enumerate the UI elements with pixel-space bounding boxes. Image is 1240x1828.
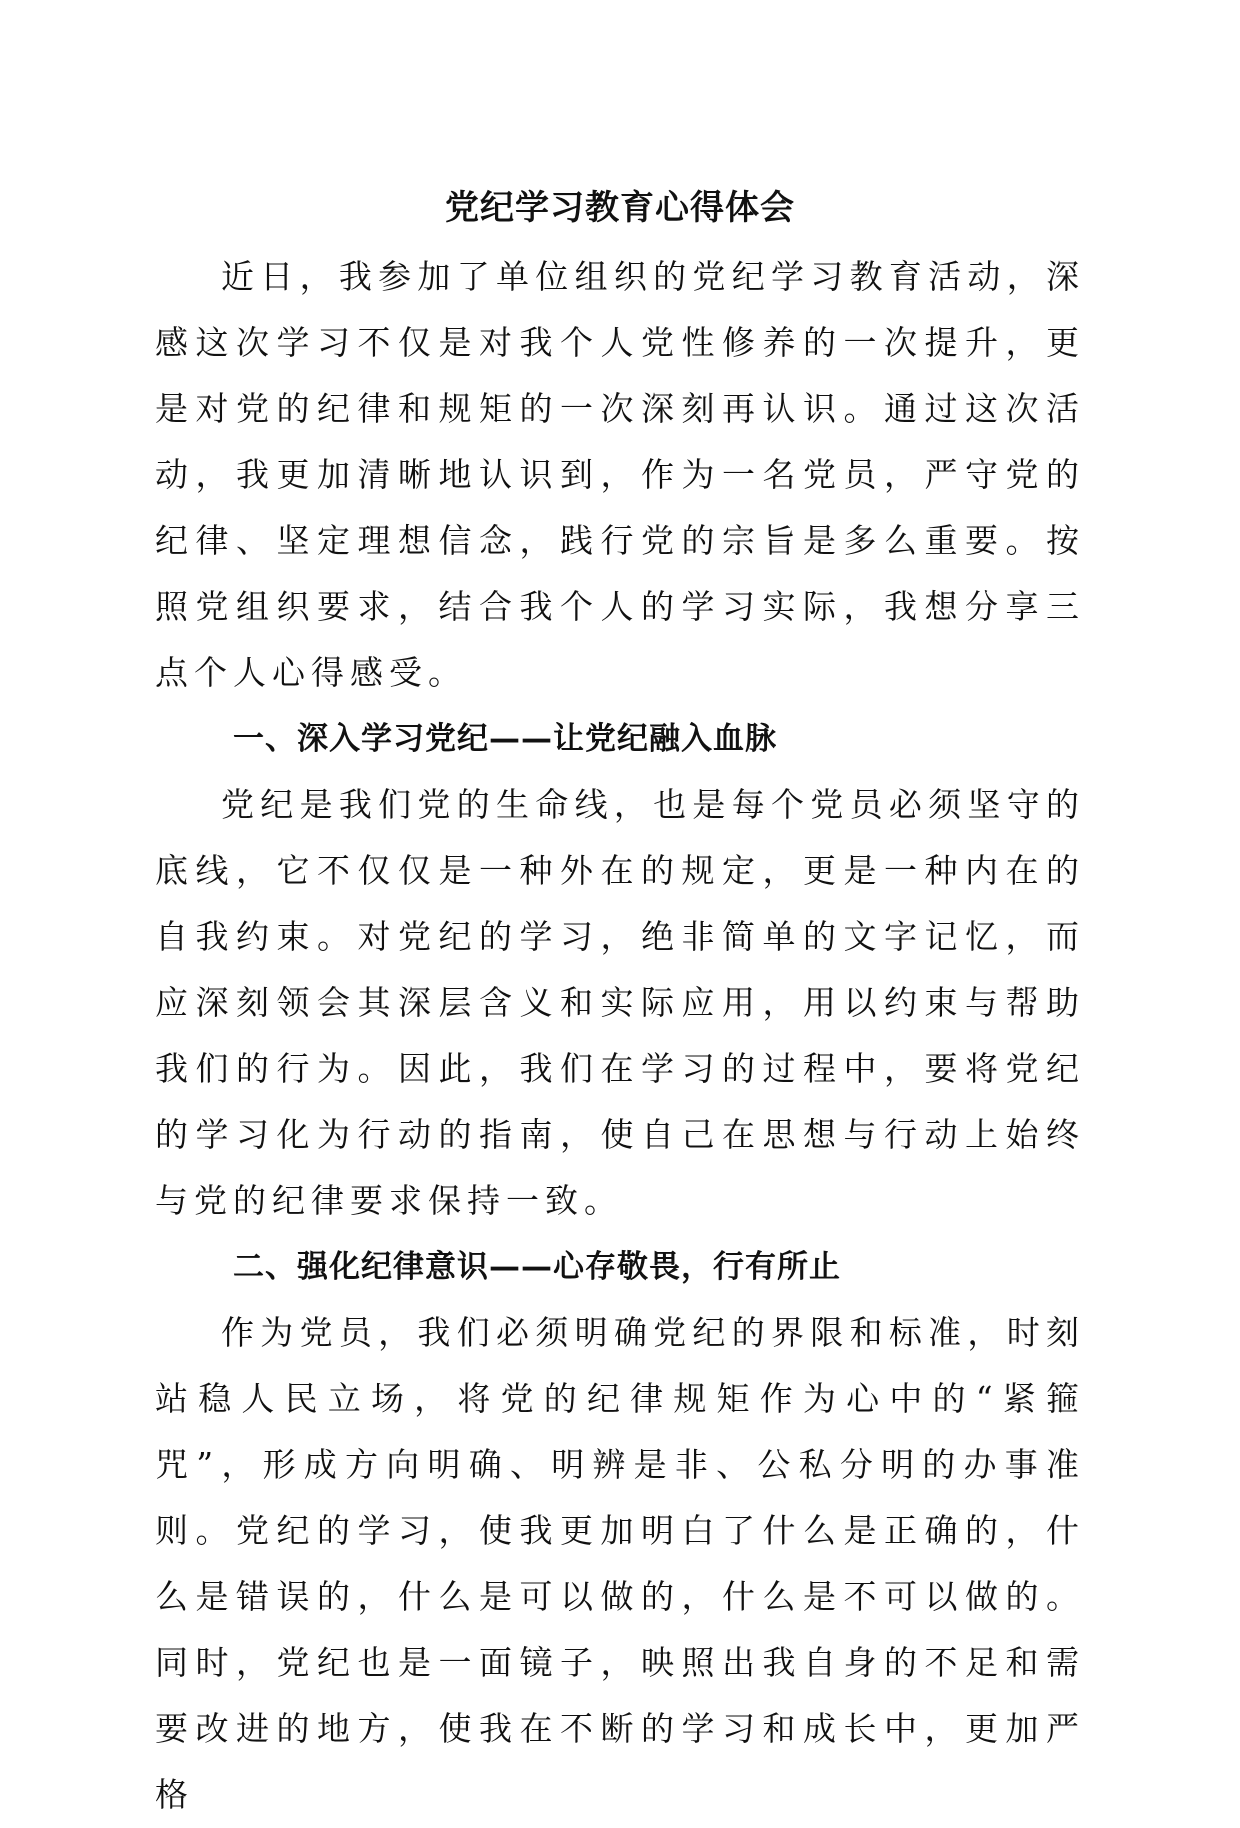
document-content bbox=[155, 178, 1085, 1828]
section-body-2: 作为党员，我们必须明确党纪的界限和标准，时刻站稳人民立场，将党的纪律规矩作为心中的“紧箍咒”，形成方向明确、明辨是非、公私分明的办事准则。党纪的学习，使我更加明白了什么是正确的，什么是错误的，什么是可以做的，什么是不可以做的。同时，党纪也是一面镜子，映照出我自身的不足和需要改进的地方，使我在不断的学习和成长中，更加严格 bbox=[155, 1313, 1085, 1814]
intro-paragraph: 近日，我参加了单位组织的党纪学习教育活动，深感这次学习不仅是对我个人党性修养的一次提升，更是对党的纪律和规矩的一次深刻再认识。通过这次活动，我更加清晰地认识到，作为一名党员，严守党的纪律、坚定理想信念，践行党的宗旨是多么重要。按照党组织要求，结合我个人的学习实际，我想分享三点个人心得感受。 bbox=[155, 257, 1085, 692]
section-body-1: 党纪是我们党的生命线，也是每个党员必须坚守的底线，它不仅仅是一种外在的规定，更是一种内在的自我约束。对党纪的学习，绝非简单的文字记忆，而应深刻领会其深层含义和实际应用，用以约束与帮助我们的行为。因此，我们在学习的过程中，要将党纪的学习化为行动的指南，使自己在思想与行动上始终与党的纪律要求保持一致。 bbox=[155, 785, 1085, 1220]
section-heading-2: 二、强化纪律意识——心存敬畏，行有所止 bbox=[233, 1249, 841, 1285]
page-title: 党纪学习教育心得体会 bbox=[445, 188, 795, 228]
section-heading-1: 一、深入学习党纪——让党纪融入血脉 bbox=[233, 721, 777, 757]
